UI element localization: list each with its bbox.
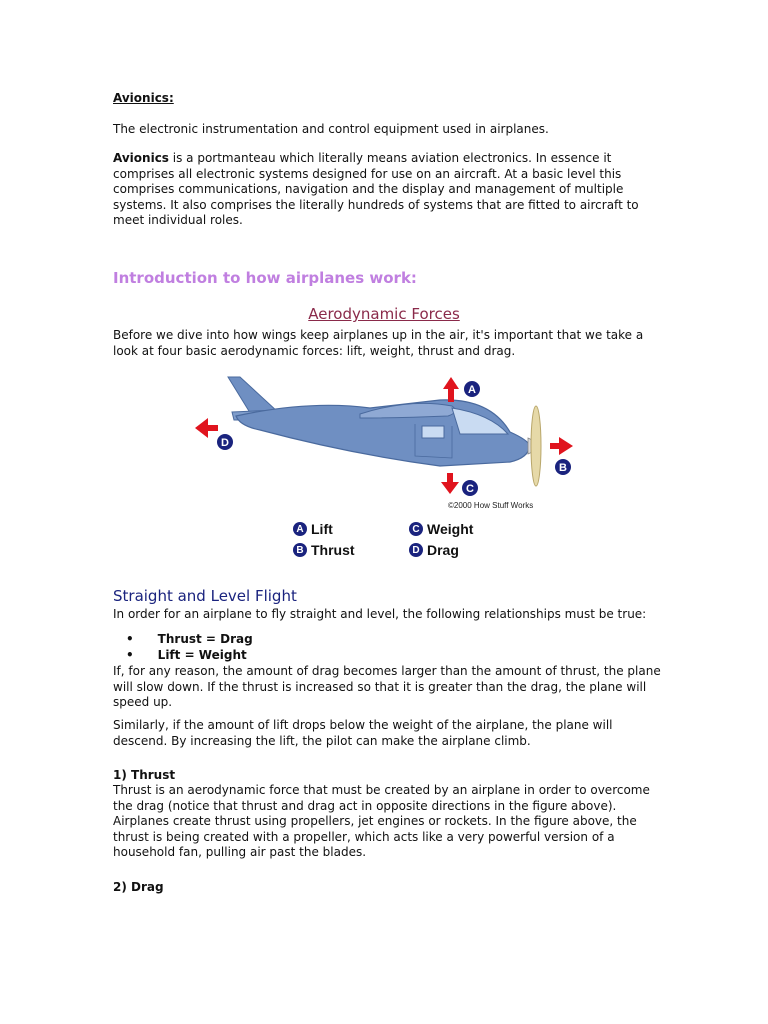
legend-label: Thrust [311, 542, 355, 558]
paragraph-line: descend. By increasing the lift, the pilot can make the airplane climb. [113, 733, 531, 748]
drag-heading: 2) Drag [113, 880, 164, 894]
paragraph-line: If, for any reason, the amount of drag becomes larger than the amount of thrust, the plane [113, 664, 661, 678]
avionics-paragraph-line: meet individual roles. [113, 213, 243, 227]
avionics-paragraph-lead: Avionics [113, 151, 169, 165]
avionics-paragraph-line: comprises all electronic systems designed for use on an aircraft. At a basic level this [113, 166, 622, 181]
legend-label: Lift [311, 521, 333, 537]
bullet-dot: • [126, 648, 134, 662]
badge-b-label: B [559, 462, 567, 474]
thrust-paragraph [113, 783, 650, 861]
legend-thrust [293, 542, 355, 558]
bullet-text: Lift = Weight [157, 648, 247, 662]
thrust-arrow [550, 437, 573, 455]
aerodynamic-forces-heading: Aerodynamic Forces [308, 305, 460, 323]
badge-c [462, 480, 478, 496]
lift-arrow [443, 377, 459, 402]
bullet-dot: • [126, 632, 134, 646]
propeller [531, 406, 541, 486]
intro-heading: Introduction to how airplanes work: [113, 269, 417, 287]
legend-weight [409, 521, 473, 537]
legend-badge: D [409, 543, 423, 557]
legend-label: Weight [427, 521, 474, 537]
aerodynamic-forces-figure [190, 370, 590, 515]
bullet-item [126, 648, 247, 664]
badge-a-label: A [468, 384, 476, 396]
paragraph-line: thrust is being created with a propeller, which acts like a very powerful version of a [113, 829, 615, 844]
straight-level-heading: Straight and Level Flight [113, 587, 297, 605]
bullet-item [126, 632, 253, 648]
paragraph-line: Thrust is an aerodynamic force that must be created by an airplane in order to overcome [113, 783, 650, 797]
avionics-heading: Avionics: [113, 91, 174, 105]
avionics-paragraph-line: systems. It also comprises the literally hundreds of systems that are fitted to aircraft to [113, 197, 639, 212]
straight-level-paragraph-2 [113, 718, 613, 749]
drag-arrow [195, 418, 218, 438]
avionics-paragraph [113, 151, 639, 229]
intro-line: look at four basic aerodynamic forces: lift, weight, thrust and drag. [113, 343, 516, 358]
avionics-paragraph-line: comprises communications, navigation and the display and management of multiple [113, 182, 624, 196]
badge-a [464, 381, 480, 397]
legend-badge: B [293, 543, 307, 557]
thrust-heading: 1) Thrust [113, 768, 176, 782]
intro-paragraph [113, 328, 643, 359]
paragraph-line: household fan, pulling air past the blades. [113, 845, 367, 859]
badge-d [217, 434, 233, 450]
paragraph-line: Similarly, if the amount of lift drops below the weight of the airplane, the plane will [113, 718, 613, 732]
badge-c-label: C [466, 483, 474, 495]
legend-drag [409, 542, 459, 558]
badge-b [555, 459, 571, 475]
bullet-text: Thrust = Drag [157, 632, 253, 646]
plane-window [422, 426, 444, 438]
legend-lift [293, 521, 333, 537]
paragraph-line: speed up. [113, 695, 173, 709]
legend-badge: A [293, 522, 307, 536]
avionics-paragraph-line: is a portmanteau which literally means aviation electronics. In essence it [168, 151, 612, 165]
legend-label: Drag [427, 542, 459, 558]
avionics-definition: The electronic instrumentation and control equipment used in airplanes. [113, 122, 549, 136]
plane-wing [360, 403, 455, 418]
straight-level-intro: In order for an airplane to fly straight and level, the following relationships must be true: [113, 607, 647, 621]
paragraph-line: will slow down. If the thrust is increased so that it is greater than the drag, the plane will [113, 679, 647, 694]
paragraph-line: Airplanes create thrust using propellers, jet engines or rockets. In the figure above, the [113, 814, 637, 828]
legend-badge: C [409, 522, 423, 536]
weight-arrow [441, 473, 459, 494]
paragraph-line: the drag (notice that thrust and drag act in opposite directions in the figure above). [113, 798, 617, 813]
badge-d-label: D [221, 437, 229, 449]
intro-line: Before we dive into how wings keep airplanes up in the air, it's important that we take a [113, 328, 644, 342]
straight-level-paragraph [113, 664, 661, 711]
figure-copyright: ©2000 How Stuff Works [448, 501, 534, 510]
